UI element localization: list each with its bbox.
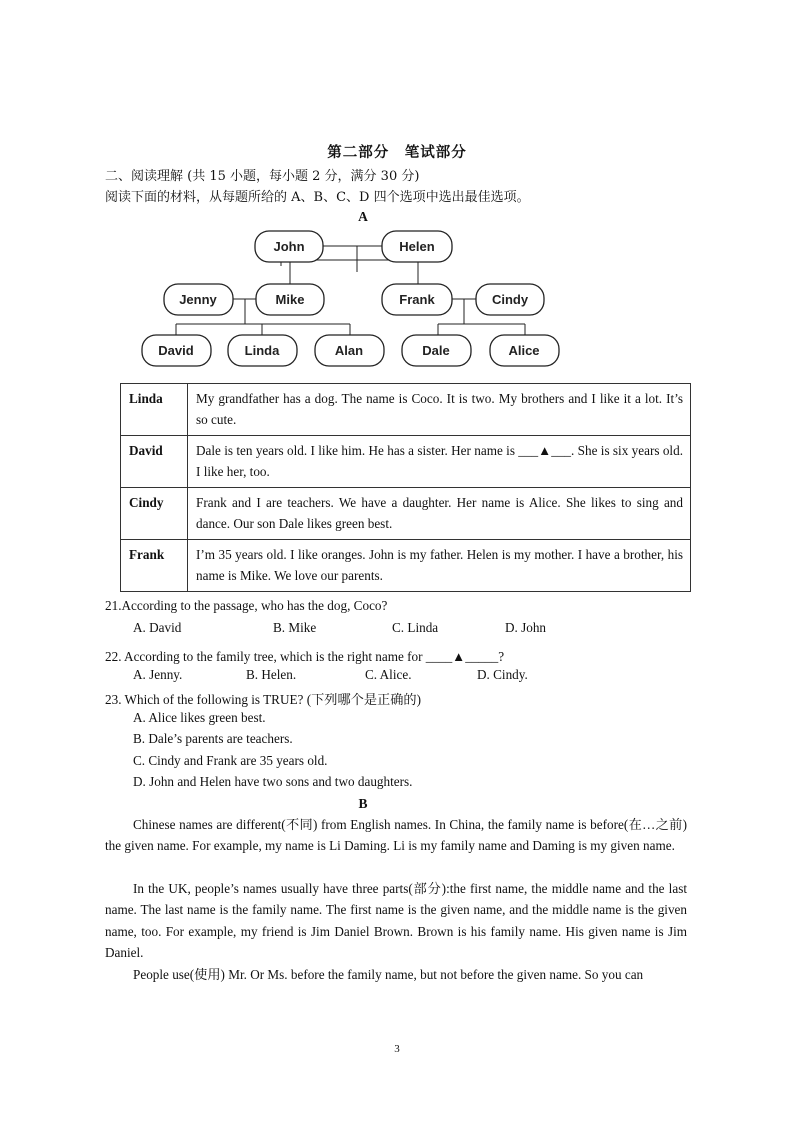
passage-b-paragraph-3: People use(使用) Mr. Or Ms. before the family name, but not before the given name. So you can (133, 967, 644, 982)
q21-option-a: A. David (133, 620, 182, 635)
q23-option-c: C. Cindy and Frank are 35 years old. (133, 753, 328, 768)
table-row (121, 384, 691, 436)
q21-option-b: B. Mike (273, 620, 317, 635)
speaker-text: My grandfather has a dog. The name is Coco. It is two. My brothers and I like it a lot. It’s so cute. (188, 384, 691, 436)
q22-option-a: A. Jenny. (133, 667, 183, 682)
section-title: 二、阅读理解 (共 15 小题，每小题 2 分，满分 30 分) (105, 169, 420, 184)
table-row (121, 436, 691, 488)
speaker-name: David (121, 436, 188, 488)
passage-b-paragraph-2: In the UK, people’s names usually have three parts(部分):the first name, the middle name and the last name. The last name is the family name. The first name is the given name, and the middle name is the given name, too. For example, my friend is Jim Daniel Brown. Brown is his family name. His given name is Jim Daniel. (105, 881, 687, 960)
table-row (121, 540, 691, 592)
q21-option-c: C. Linda (392, 620, 439, 635)
speaker-text: Frank and I are teachers. We have a daughter. Her name is Alice. She likes to sing and dance. Our son Dale likes green best. (188, 488, 691, 540)
node-helen-label: Helen (399, 239, 435, 254)
speaker-name: Linda (121, 384, 188, 436)
node-john-label: John (273, 239, 305, 254)
passage-b-label: B (358, 796, 368, 811)
passage-b-paragraph-1: Chinese names are different(不同) from English names. In China, the family name is before(在…之前) the given name. For example, my name is Li Daming. Li is my family name and Daming is my given name. (105, 817, 687, 854)
q23-option-b: B. Dale’s parents are teachers. (133, 731, 293, 746)
node-linda-label: Linda (244, 343, 280, 358)
statements-table (120, 383, 691, 592)
node-mike-label: Mike (275, 292, 305, 307)
speaker-text: I’m 35 years old. I like oranges. John is my father. Helen is my mother. I have a brother, his name is Mike. We love our parents. (188, 540, 691, 592)
node-alice-label: Alice (508, 343, 540, 358)
q22-option-b: B. Helen. (246, 667, 297, 682)
q22-option-c: C. Alice. (365, 667, 412, 682)
q23-option-a: A. Alice likes green best. (133, 710, 266, 725)
part-title: 第二部分 笔试部分 (327, 145, 467, 161)
q21-option-d: D. John (505, 620, 547, 635)
speaker-name: Frank (121, 540, 188, 592)
node-jenny-label: Jenny (179, 292, 217, 307)
speaker-text: Dale is ten years old. I like him. He has a sister. Her name is ___▲___. She is six years old. I like her, too. (188, 436, 691, 488)
q23-option-d: D. John and Helen have two sons and two daughters. (133, 774, 413, 789)
question-22-stem: 22. According to the family tree, which is the right name for ____▲_____? (105, 649, 505, 664)
table-row (121, 488, 691, 540)
node-cindy-label: Cindy (491, 292, 529, 307)
question-21-stem: 21.According to the passage, who has the dog, Coco? (105, 598, 388, 613)
page-number: 3 (394, 1043, 400, 1055)
node-david-label: David (158, 343, 194, 358)
node-frank-label: Frank (399, 292, 435, 307)
node-dale-label: Dale (422, 343, 450, 358)
q22-option-d: D. Cindy. (477, 667, 528, 682)
speaker-name: Cindy (121, 488, 188, 540)
instruction: 阅读下面的材料，从每题所给的 A、B、C、D 四个选项中选出最佳选项。 (105, 190, 530, 205)
question-23-stem: 23. Which of the following is TRUE? (下列哪个是正确的) (105, 692, 421, 707)
passage-a-label: A (358, 209, 368, 224)
family-tree (130, 224, 570, 374)
node-alan-label: Alan (334, 343, 364, 358)
